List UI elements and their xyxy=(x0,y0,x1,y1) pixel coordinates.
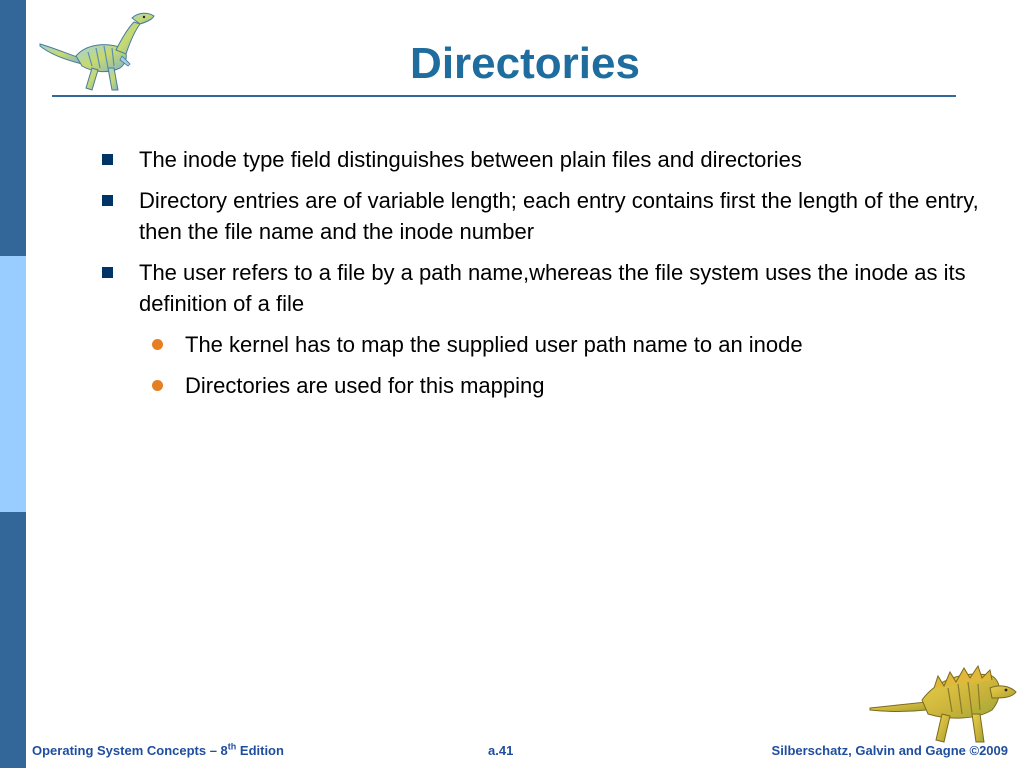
footer-copyright: Silberschatz, Galvin and Gagne ©2009 xyxy=(771,743,1008,758)
round-bullet-icon xyxy=(152,339,163,350)
bullet-list xyxy=(100,144,990,411)
bullet-item xyxy=(100,185,990,247)
band-segment-top xyxy=(0,0,26,256)
square-bullet-icon xyxy=(102,195,113,206)
footer-left-prefix: Operating System Concepts – 8 xyxy=(32,743,228,758)
sub-bullet-list xyxy=(139,329,990,401)
sub-bullet-text: The kernel has to map the supplied user path name to an inode xyxy=(185,332,803,357)
dinosaur-icon xyxy=(868,658,1018,746)
slide-title: Directories xyxy=(410,39,640,88)
bullet-item xyxy=(100,257,990,401)
sub-bullet-item xyxy=(139,329,990,360)
bullet-item xyxy=(100,144,990,175)
sub-bullet-text: Directories are used for this mapping xyxy=(185,373,545,398)
round-bullet-icon xyxy=(152,380,163,391)
footer-course-title xyxy=(32,742,284,760)
footer-left-superscript: th xyxy=(227,741,237,752)
band-segment-bottom xyxy=(0,512,26,768)
band-segment-middle xyxy=(0,256,26,512)
square-bullet-icon xyxy=(102,267,113,278)
bullet-text: Directory entries are of variable length; each entry contains first the length of the entry, then the file name and the inode number xyxy=(139,188,979,244)
footer-page-number: a.41 xyxy=(488,743,514,758)
bullet-text: The inode type field distinguishes between plain files and directories xyxy=(139,147,802,172)
sub-bullet-item xyxy=(139,370,990,401)
footer-left-suffix: Edition xyxy=(236,743,284,758)
title-divider xyxy=(52,95,956,97)
square-bullet-icon xyxy=(102,154,113,165)
left-color-band xyxy=(0,0,26,768)
bullet-text: The user refers to a file by a path name,whereas the file system uses the inode as its definition of a file xyxy=(139,260,966,316)
